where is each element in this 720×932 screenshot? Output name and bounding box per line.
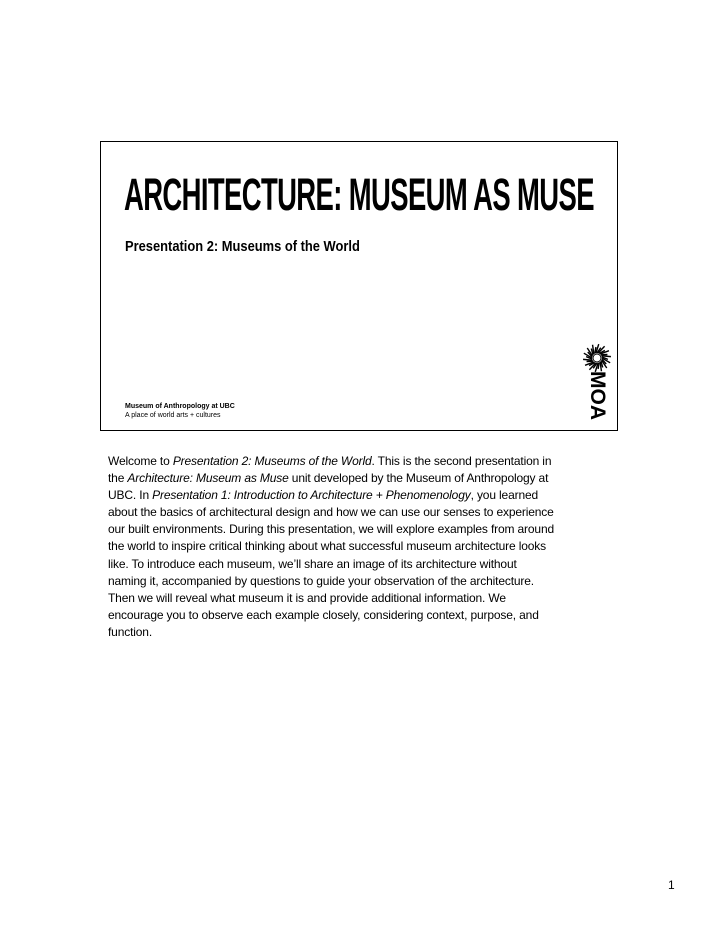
- notes-text: . This is the second presentation in: [371, 454, 552, 468]
- notes-text: the: [108, 471, 128, 486]
- notes-text: Then we will reveal what museum it is and provide additional information. We: [108, 590, 506, 605]
- notes-line: [108, 504, 608, 521]
- page-number: 1: [668, 878, 675, 892]
- notes-line: [108, 624, 608, 641]
- notes-line: [108, 590, 608, 607]
- notes-line: [108, 521, 608, 538]
- organization-name: Museum of Anthropology at UBC: [125, 403, 235, 410]
- notes-line: [108, 607, 608, 624]
- notes-line: [108, 538, 608, 555]
- notes-text: UBC. In: [108, 488, 153, 503]
- logo-wordmark: MOA: [586, 371, 609, 420]
- notes-line: [108, 487, 608, 504]
- notes-text: our built environments. During this presentation, we will explore examples from around: [108, 522, 554, 537]
- notes-text: about the basics of architectural design and how we can use our senses to experience: [108, 505, 554, 520]
- notes-text: like. To introduce each museum, we’ll share an image of its architecture without: [108, 556, 517, 571]
- notes-line: [108, 556, 608, 573]
- speaker-notes: [108, 453, 608, 641]
- moa-logo: [576, 343, 616, 425]
- notes-line: [108, 573, 608, 590]
- organization-block: [125, 403, 235, 420]
- notes-italic-text: Architecture: Museum as Muse: [127, 471, 289, 486]
- notes-line: [108, 453, 608, 470]
- notes-text: Welcome to: [108, 454, 173, 468]
- notes-text: encourage you to observe each example closely, considering context, purpose, and: [108, 607, 539, 622]
- notes-text: , you learned: [470, 488, 539, 503]
- notes-text: naming it, accompanied by questions to guide your observation of the architecture.: [108, 573, 534, 588]
- notes-line: [108, 470, 608, 487]
- notes-text: unit developed by the Museum of Anthropology at: [288, 471, 549, 486]
- slide-thumbnail: [100, 141, 618, 431]
- organization-tagline: A place of world arts + cultures: [125, 412, 221, 419]
- notes-text: function.: [108, 624, 153, 639]
- slide-title: ARCHITECTURE: MUSEUM AS MUSE: [124, 169, 594, 220]
- notes-text: the world to inspire critical thinking about what successful museum architecture looks: [108, 539, 546, 554]
- starburst-icon: [582, 343, 612, 373]
- notes-italic-text: Presentation 1: Introduction to Architecture + Phenomenology: [152, 488, 471, 503]
- notes-italic-text: Presentation 2: Museums of the World: [172, 454, 372, 468]
- slide-subtitle: Presentation 2: Museums of the World: [125, 238, 360, 255]
